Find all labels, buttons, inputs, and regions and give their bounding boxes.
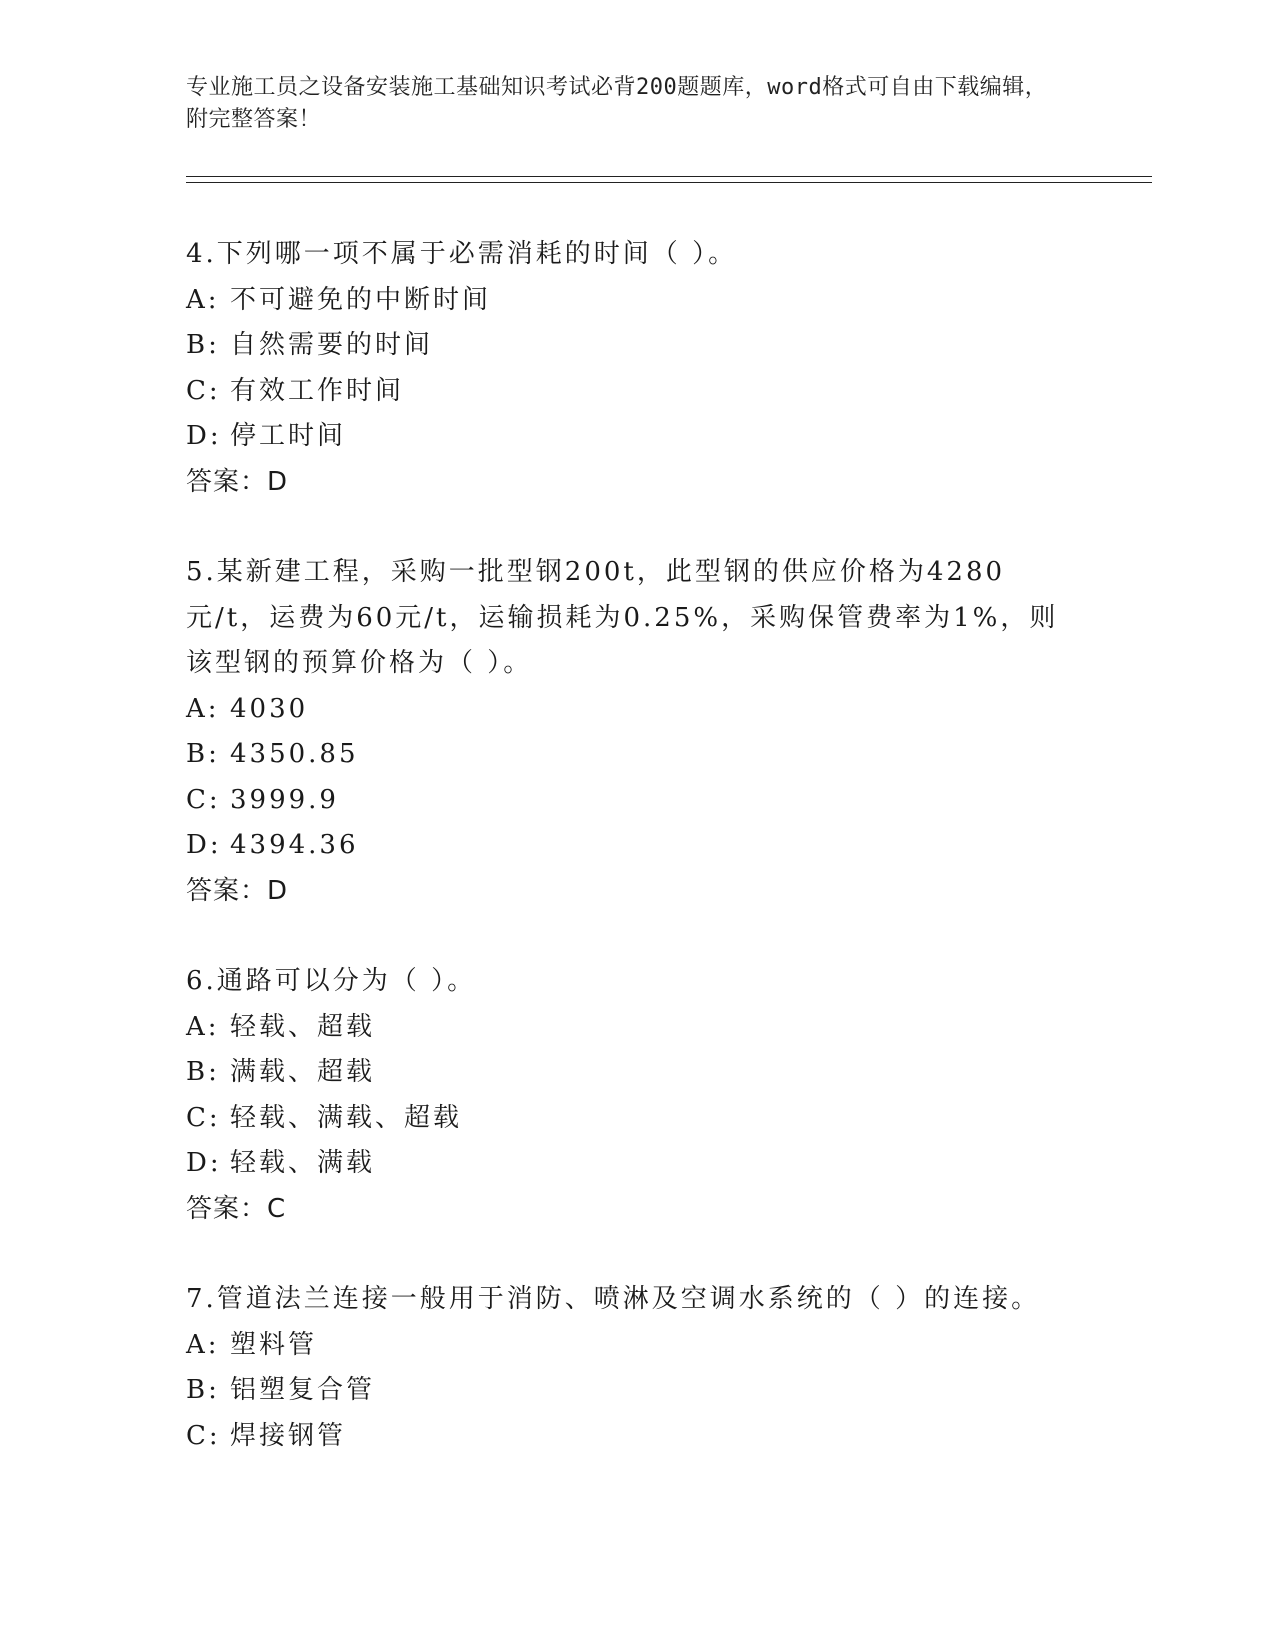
option-key: C: (186, 375, 221, 406)
option-key: C: (186, 1102, 221, 1133)
option-key: C: (186, 1420, 221, 1451)
option-text: 4394.36 (230, 830, 359, 860)
option-a (186, 1005, 1086, 1051)
option-text: 停工时间 (230, 421, 347, 451)
option-text: 轻载、满载 (230, 1148, 376, 1178)
option-key: A: (186, 1011, 220, 1042)
option-key: D: (186, 830, 222, 860)
option-text: 不可避免的中断时间 (230, 284, 492, 315)
document-header: 专业施工员之设备安装施工基础知识考试必背200题题库，word格式可自由下载编辑，附完整答案！ (186, 75, 1048, 132)
question-stem: 6.通路可以分为（ ）。 (186, 966, 477, 996)
option-text: 铝塑复合管 (230, 1375, 376, 1405)
question-7 (186, 1277, 1086, 1459)
option-text: 有效工作时间 (230, 375, 405, 406)
question-5 (186, 550, 1086, 914)
option-key: D: (186, 1148, 222, 1178)
option-d (186, 823, 1086, 869)
option-c (186, 1096, 1086, 1142)
option-a (186, 1323, 1086, 1369)
header-rule-bottom (186, 182, 1152, 183)
option-a (186, 687, 1086, 733)
option-text: 3999.9 (230, 784, 339, 815)
option-c (186, 778, 1086, 824)
option-key: A: (186, 284, 220, 315)
option-b (186, 1050, 1086, 1096)
option-text: 轻载、满载、超载 (230, 1102, 463, 1133)
option-text: 轻载、超载 (230, 1011, 376, 1042)
option-text: 自然需要的时间 (230, 330, 434, 360)
option-d (186, 414, 1086, 460)
header-rule-top (186, 176, 1152, 177)
answer-line: 答案：C (186, 1193, 287, 1224)
option-text: 满载、超载 (230, 1057, 376, 1087)
option-c (186, 369, 1086, 415)
option-key: C: (186, 784, 221, 815)
option-key: A: (186, 1329, 220, 1360)
question-list (186, 232, 1086, 1504)
option-a (186, 278, 1086, 324)
option-d (186, 1141, 1086, 1187)
question-6 (186, 959, 1086, 1232)
answer-line: 答案：D (186, 466, 289, 497)
option-b (186, 732, 1086, 778)
option-b (186, 323, 1086, 369)
option-key: B: (186, 1375, 220, 1405)
option-key: B: (186, 330, 220, 360)
answer-line: 答案：D (186, 875, 289, 906)
option-key: A: (186, 693, 220, 724)
question-stem: 5.某新建工程，采购一批型钢200t，此型钢的供应价格为4280元/t，运费为60元/t，运输损耗为0.25%，采购保管费率为1%，则该型钢的预算价格为（ ）。 (186, 557, 1059, 678)
option-key: B: (186, 739, 220, 769)
option-b (186, 1368, 1086, 1414)
question-stem: 7.管道法兰连接一般用于消防、喷淋及空调水系统的（ ）的连接。 (186, 1284, 1041, 1314)
option-text: 4350.85 (230, 739, 359, 769)
option-text: 焊接钢管 (230, 1420, 347, 1451)
option-text: 4030 (230, 693, 309, 724)
option-c (186, 1414, 1086, 1460)
option-key: B: (186, 1057, 220, 1087)
option-text: 塑料管 (230, 1329, 318, 1360)
question-4 (186, 232, 1086, 505)
question-stem: 4.下列哪一项不属于必需消耗的时间（ ）。 (186, 239, 738, 269)
option-key: D: (186, 421, 222, 451)
